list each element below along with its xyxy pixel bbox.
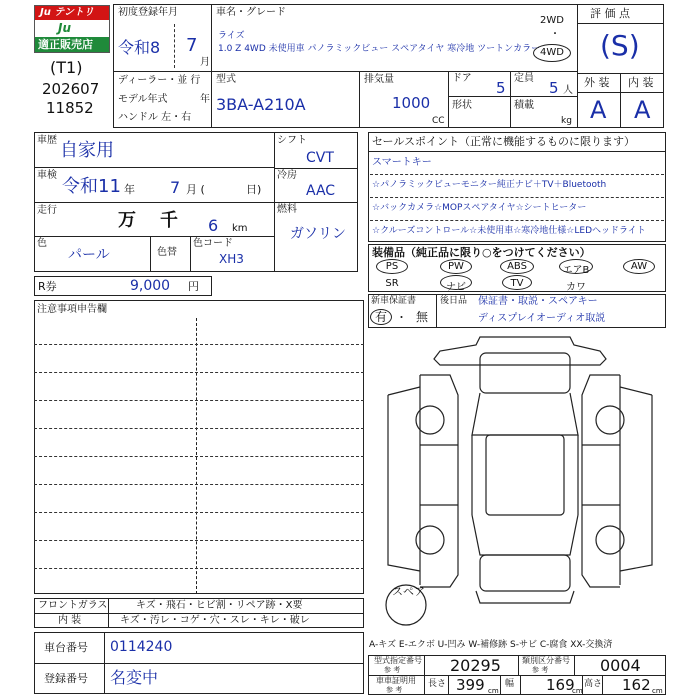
type-value: 3BA-A210A (216, 95, 306, 114)
color-code-value: XH3 (219, 252, 244, 266)
sales-point-4: ☆クルーズコントロール☆未使用車☆寒冷地仕様☆LEDヘッドライト (372, 226, 646, 236)
mileage-sen: 千 (160, 210, 178, 231)
displacement-value: 1000 (392, 94, 431, 112)
height-value: 162 (622, 676, 651, 694)
mileage-value: 6 (208, 216, 219, 235)
repaint-label: 色替 (157, 247, 177, 258)
handle-label: ハンドル 左・右 (118, 112, 192, 123)
equip-ps: PS (385, 261, 399, 272)
notes-label: 注意事項申告欄 (37, 304, 107, 315)
class-no-label: 類別区分番号 (522, 656, 570, 665)
displacement-unit: CC (432, 116, 445, 126)
shape-label: 形状 (452, 100, 472, 111)
equip-aw: AW (630, 261, 648, 272)
width-label: 幅 (505, 679, 515, 689)
capacity-label: 定員 (514, 73, 534, 84)
model-year-unit: 年 (200, 94, 210, 105)
length-unit: cm (488, 687, 499, 695)
chassis-value: 0114240 (110, 639, 173, 655)
history-value: 自家用 (60, 140, 114, 161)
aircon-label: 冷房 (277, 170, 297, 181)
inspection-era: 令和11 (62, 176, 121, 197)
inspection-label: 車検 (37, 170, 57, 181)
registration-label: 登録番号 (44, 672, 88, 685)
lot-number-1: 202607 (42, 80, 100, 98)
drive-4wd: 4WD (540, 47, 564, 58)
inspection-month-unit: 月 ( (186, 183, 205, 196)
equip-leather: カワ (566, 282, 586, 293)
length-value: 399 (456, 676, 485, 694)
sales-point-2: ☆パノラミックビューモニター純正ナビ＋TV＋Bluetooth (372, 180, 607, 190)
car-name: ライズ (218, 31, 245, 41)
lot-code: (T1) (50, 58, 83, 77)
interior-damage-value: キズ・汚レ・コゲ・穴・スレ・キレ・破レ (120, 615, 310, 626)
recycle-label: R券 (38, 280, 57, 293)
recycle-value: 9,000 (130, 278, 171, 294)
type-no-sub: 参 考 (384, 666, 401, 674)
model-year-label: モデル年式 (118, 94, 168, 105)
equip-navi: ナビ (446, 282, 466, 293)
capacity-unit: 人 (563, 85, 573, 96)
warranty-sep: ・ (396, 311, 407, 324)
logo-bottom-text: 適正販売店 (38, 38, 93, 51)
cert-label: 車車証明用 (376, 676, 416, 685)
logo-top-text: Ju テントリ (40, 7, 94, 18)
warranty-no: 無 (416, 310, 429, 324)
aircon-value: AAC (306, 183, 336, 199)
later-line-2: ディスプレイオーディオ取説 (478, 313, 606, 324)
logo-ju-mark: Ju (58, 21, 72, 35)
damage-legend: A-キズ E-エクボ U-凹み W-補修跡 S-サビ C-腐食 XX-交換済 (369, 640, 613, 650)
equipment-label: 装備品（純正品に限り○をつけてください） (372, 246, 591, 259)
mileage-unit: km (232, 223, 248, 234)
dealer-label: ディーラー・並 行 (118, 75, 201, 86)
warranty-label: 新車保証書 (371, 296, 417, 306)
shift-value: CVT (306, 150, 334, 166)
load-unit: kg (561, 116, 572, 126)
mileage-label: 走行 (37, 205, 57, 216)
width-value: 169 (546, 676, 575, 694)
displacement-label: 排気量 (364, 74, 394, 85)
type-label: 型式 (216, 74, 236, 85)
recycle-frame (34, 276, 212, 296)
length-label: 長さ (428, 679, 447, 689)
mileage-man: 万 (118, 210, 136, 231)
color-code-label: 色コード (193, 238, 233, 249)
exterior-label: 外 装 (584, 76, 610, 89)
inspection-year-unit: 年 (124, 183, 135, 196)
width-unit: cm (572, 687, 583, 695)
fuel-label: 燃料 (277, 204, 297, 215)
car-name-label: 車名・グレード (216, 7, 286, 18)
sales-point-3: ☆バックカメラ☆MOPスペアタイヤ☆シートヒーター (372, 203, 587, 213)
fuel-value: ガソリン (290, 226, 346, 242)
equip-tv: TV (510, 278, 524, 289)
equip-pw: PW (448, 261, 464, 272)
first-reg-month-unit: 月 (200, 57, 210, 68)
car-grade: 1.0 Z 4WD 未使用車 パノラミックビュー スペアタイヤ 寒冷地 ツートンカラー (218, 44, 541, 54)
warranty-yes: 有 (375, 310, 388, 324)
chassis-label: 車台番号 (44, 641, 88, 654)
height-unit: cm (652, 687, 663, 695)
front-glass-label: フロントガラス (38, 600, 108, 611)
interior-grade: A (634, 96, 651, 124)
recycle-unit: 円 (188, 280, 199, 293)
cert-sub: 参 考 (386, 686, 403, 694)
registration-value: 名変中 (110, 668, 159, 687)
doors-label: ドア (452, 73, 472, 84)
first-reg-month: 7 (186, 35, 198, 56)
type-no-value: 20295 (450, 656, 501, 675)
rating-label: 評 価 点 (590, 7, 630, 20)
color-label: 色 (37, 238, 47, 249)
interior-label: 内 装 (628, 76, 654, 89)
type-no-label: 型式指定番号 (374, 656, 422, 665)
later-line-1: 保証書・取説・スペアキー (478, 296, 598, 307)
history-label: 車歴 (37, 135, 57, 146)
front-glass-value: キズ・飛石・ヒビ割・リペア跡・X要 (136, 600, 303, 611)
first-reg-label: 初度登録年月 (118, 7, 178, 18)
inspection-day-unit: 日) (246, 183, 262, 196)
shift-label: シフト (277, 135, 307, 146)
lot-number-2: 11852 (46, 99, 94, 117)
load-label: 積載 (514, 100, 534, 111)
drive-2wd: 2WD (540, 15, 564, 26)
equip-airbag: エアB (562, 265, 590, 276)
later-label: 後日品 (440, 296, 468, 306)
capacity-value: 5 (549, 79, 559, 97)
spare-label: スペア (392, 585, 425, 598)
rating-score: (S) (600, 29, 640, 62)
sales-points-label: セールスポイント（正常に機能するものに限ります） (372, 135, 636, 148)
equip-abs: ABS (507, 261, 527, 272)
class-no-value: 0004 (600, 656, 641, 675)
height-label: 高さ (584, 679, 603, 689)
doors-value: 5 (496, 79, 506, 97)
class-no-sub: 参 考 (532, 666, 549, 674)
drive-sep: ・ (550, 29, 560, 40)
equip-sr: SR (385, 278, 399, 289)
color-value: パール (68, 247, 110, 263)
inspection-month: 7 (170, 178, 181, 197)
interior-damage-label: 内 装 (58, 615, 82, 626)
exterior-grade: A (590, 96, 607, 124)
first-reg-era: 令和8 (118, 38, 161, 57)
sales-point-1: スマートキー (372, 157, 432, 168)
